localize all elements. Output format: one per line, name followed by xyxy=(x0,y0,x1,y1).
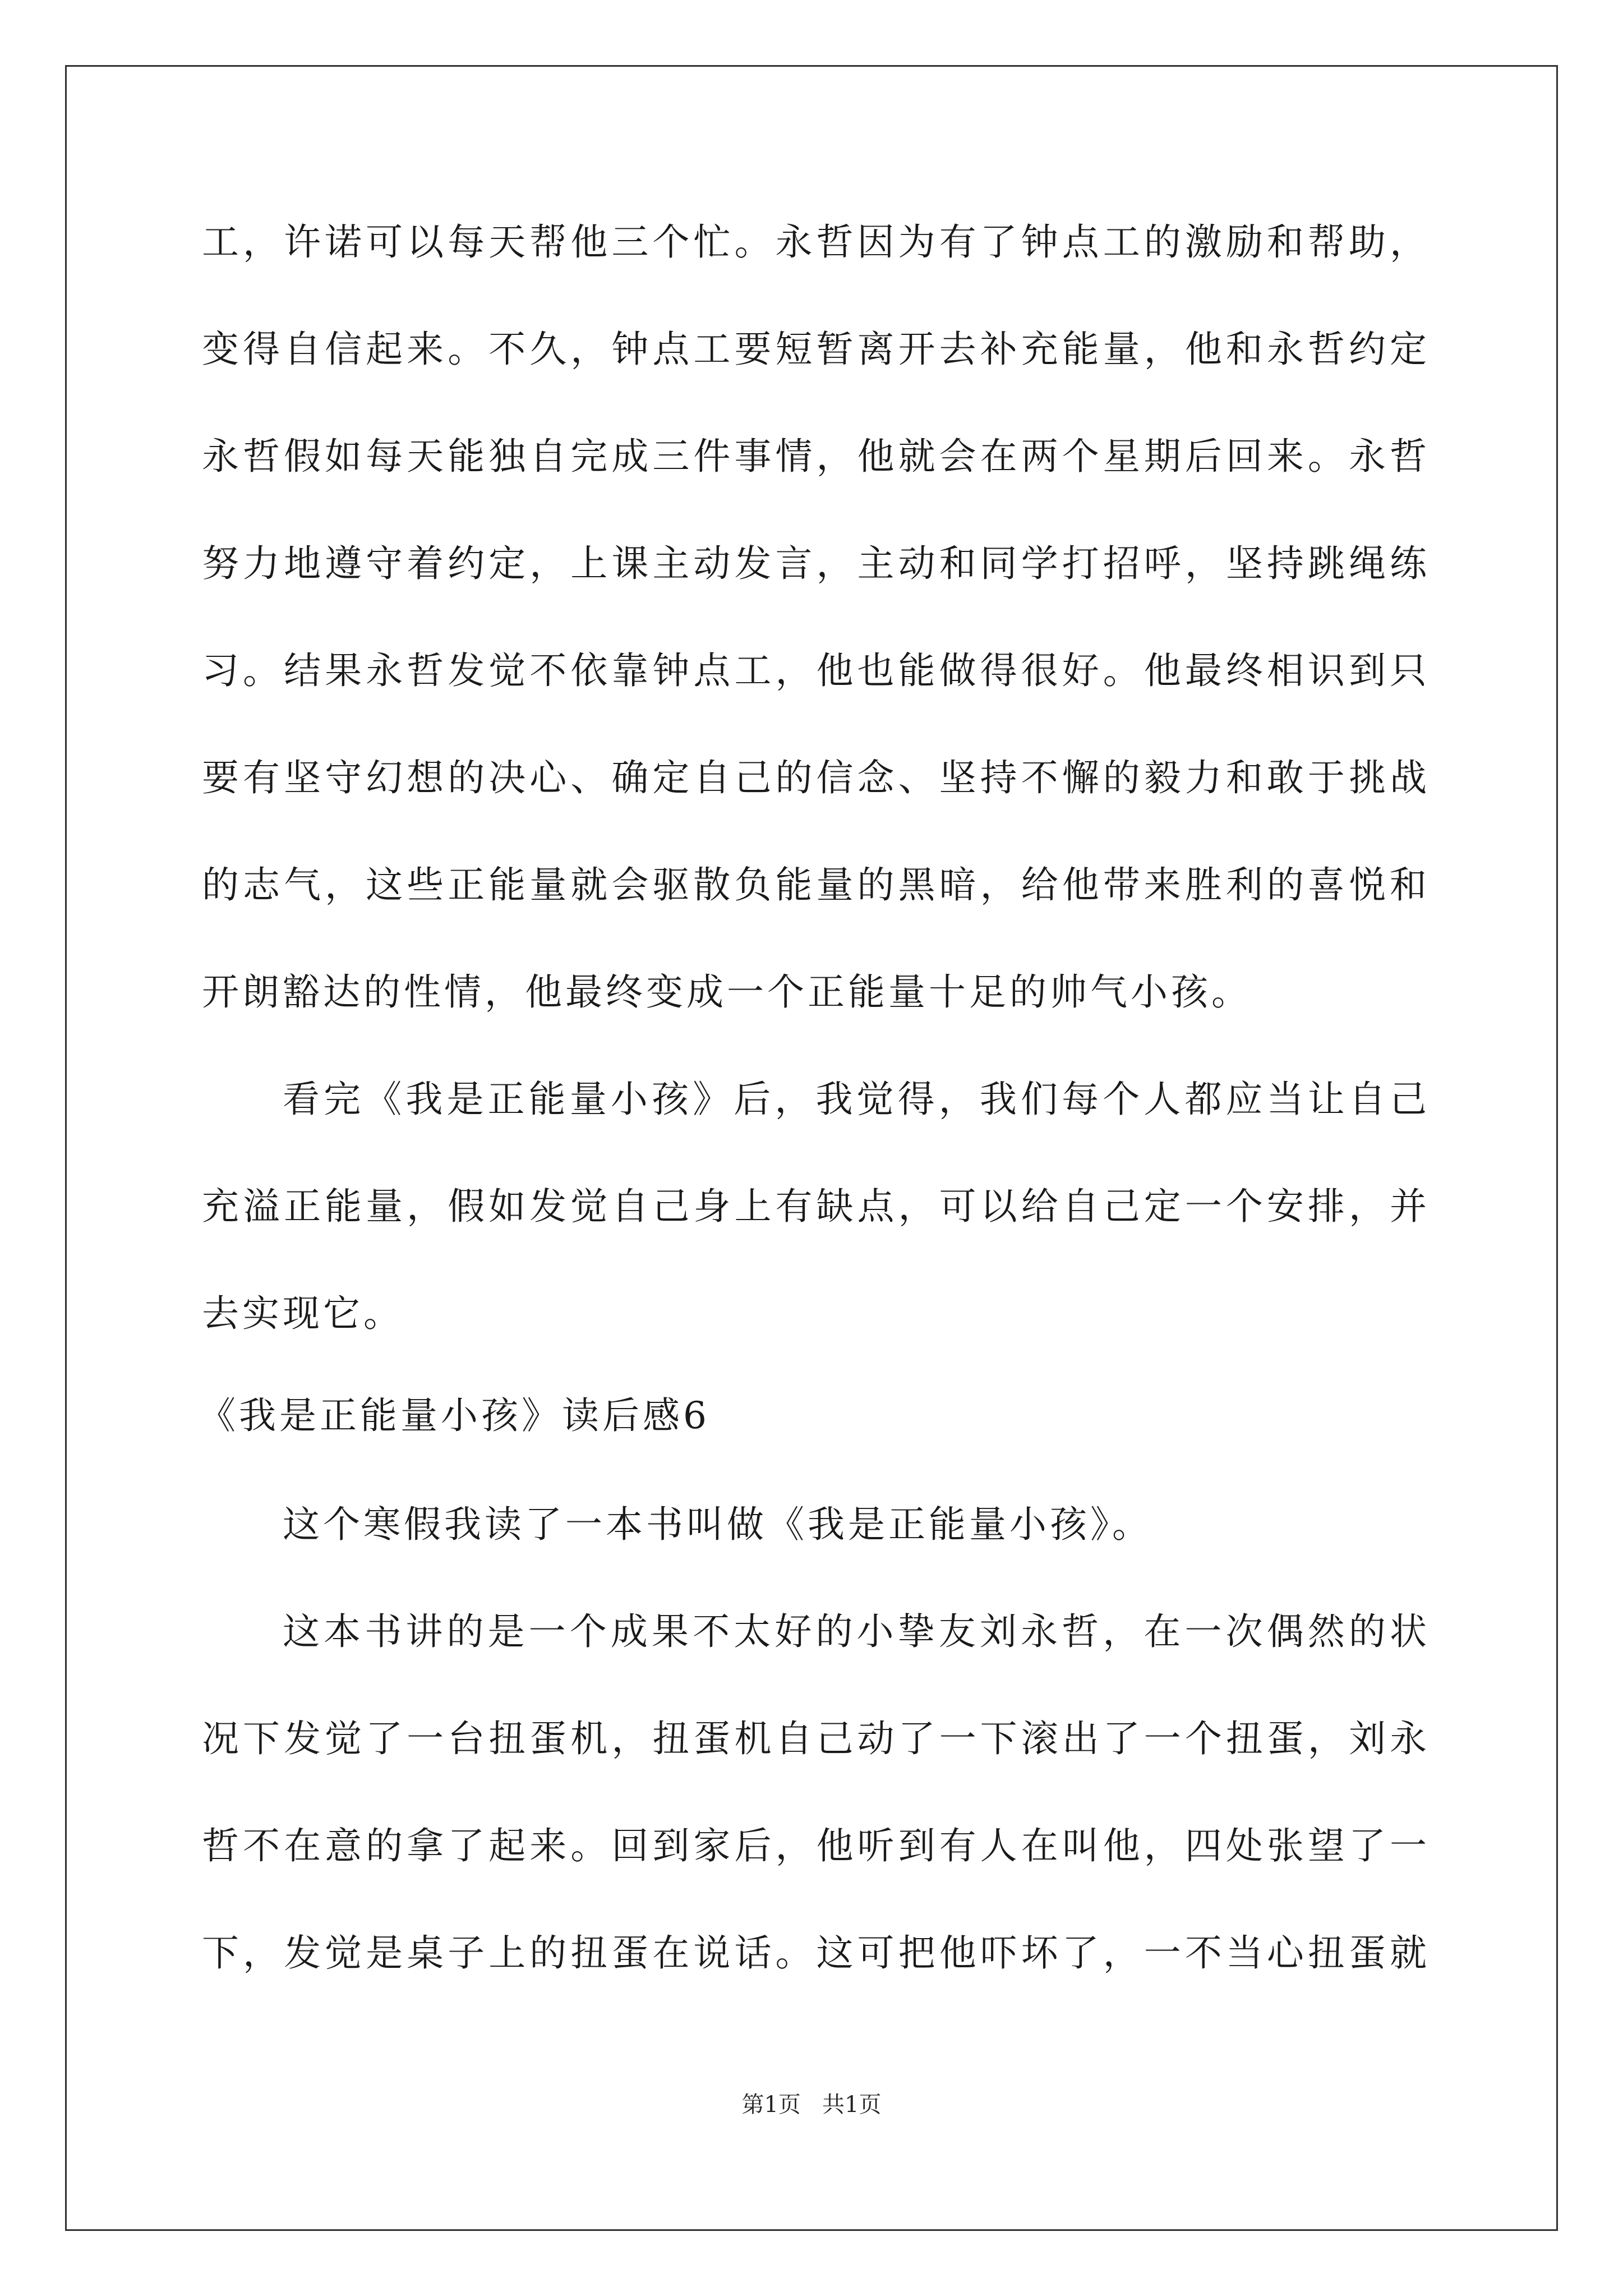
body-line: 工，许诺可以每天帮他三个忙。永哲因为有了钟点工的激励和帮助， xyxy=(202,220,1430,264)
page-number-footer: 第1页 共1页 xyxy=(741,2092,882,2118)
paragraph-first-line: 这本书讲的是一个成果不太好的小挚友刘永哲，在一次偶然的状 xyxy=(283,1610,1430,1653)
body-line: 习。结果永哲发觉不依靠钟点工，他也能做得很好。他最终相识到只 xyxy=(202,649,1430,692)
body-line: 变得自信起来。不久，钟点工要短暂离开去补充能量，他和永哲约定 xyxy=(202,328,1430,371)
body-line: 永哲假如每天能独自完成三件事情，他就会在两个星期后回来。永哲 xyxy=(202,435,1430,478)
body-line: 努力地遵守着约定，上课主动发言，主动和同学打招呼，坚持跳绳练 xyxy=(202,542,1430,585)
page-border xyxy=(65,65,1558,2231)
body-line: 哲不在意的拿了起来。回到家后，他听到有人在叫他，四处张望了一 xyxy=(202,1824,1430,1867)
paragraph-first-line: 这个寒假我读了一本书叫做《我是正能量小孩》。 xyxy=(283,1503,1152,1546)
paragraph-first-line: 看完《我是正能量小孩》后，我觉得，我们每个人都应当让自己 xyxy=(283,1078,1430,1121)
body-line: 充溢正能量，假如发觉自己身上有缺点，可以给自己定一个安排，并 xyxy=(202,1185,1430,1228)
body-line: 去实现它。 xyxy=(202,1292,404,1335)
body-line: 要有坚守幻想的决心、确定自己的信念、坚持不懈的毅力和敢于挑战 xyxy=(202,756,1430,799)
section-heading: 《我是正能量小孩》读后感6 xyxy=(199,1394,710,1437)
body-line: 下，发觉是桌子上的扭蛋在说话。这可把他吓坏了，一不当心扭蛋就 xyxy=(202,1931,1430,1975)
body-line: 的志气，这些正能量就会驱散负能量的黑暗，给他带来胜利的喜悦和 xyxy=(202,863,1430,907)
body-line: 况下发觉了一台扭蛋机，扭蛋机自己动了一下滚出了一个扭蛋，刘永 xyxy=(202,1717,1430,1760)
body-line: 开朗豁达的性情，他最终变成一个正能量十足的帅气小孩。 xyxy=(202,970,1252,1014)
